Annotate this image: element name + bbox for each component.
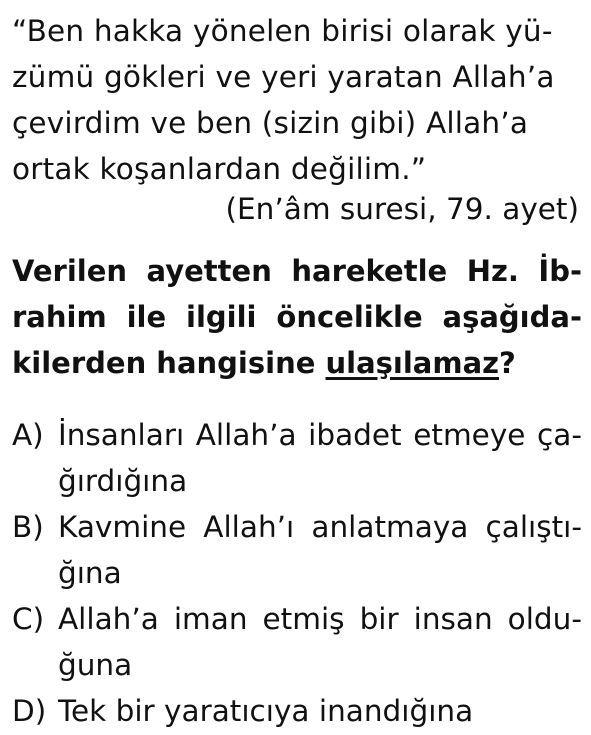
- option-b[interactable]: [12, 504, 582, 596]
- option-letter: A): [12, 418, 44, 452]
- quote-line: çevirdim ve ben (sizin gibi) Allah’a: [12, 106, 529, 140]
- question-mark: ?: [499, 346, 516, 380]
- quote-block: [12, 8, 582, 192]
- option-text: [58, 688, 582, 734]
- quote-line: zümü gökleri ve yeri yaratan Allah’a: [12, 60, 555, 94]
- quote-source: (En’âm suresi, 79. ayet): [225, 192, 579, 226]
- question-text: kilerden hangisine: [12, 346, 326, 380]
- option-line: ğına: [58, 556, 122, 590]
- question-line-last: [12, 340, 582, 386]
- option-letter: B): [12, 510, 44, 544]
- option-line: ğuna: [58, 648, 133, 682]
- option-letter: D): [12, 694, 47, 728]
- option-d[interactable]: [12, 688, 582, 734]
- quote-line: ortak koşanlardan değilim.”: [12, 152, 427, 186]
- question-line: Verilen ayetten hareketle Hz. İb-: [12, 254, 582, 288]
- option-line: Allah’a iman etmiş bir insan oldu-: [58, 602, 582, 636]
- option-text: [58, 504, 582, 596]
- option-letter: C): [12, 602, 45, 636]
- option-text: [58, 596, 582, 688]
- option-line: Kavmine Allah’ı anlatmaya çalıştı-: [58, 510, 582, 544]
- answer-options: [12, 412, 582, 734]
- option-text: [58, 412, 582, 504]
- quote-line: “Ben hakka yönelen birisi olarak yü-: [12, 14, 553, 48]
- question-keyword: ulaşılamaz: [325, 346, 500, 380]
- option-line: İnsanları Allah’a ibadet etmeye ça-: [58, 418, 582, 452]
- option-c[interactable]: [12, 596, 582, 688]
- option-a[interactable]: [12, 412, 582, 504]
- question-line: rahim ile ilgili öncelikle aşağıda-: [12, 300, 582, 334]
- question-stem: [12, 248, 582, 386]
- option-line: ğırdığına: [58, 464, 188, 498]
- option-line: Tek bir yaratıcıya inandığına: [58, 694, 474, 728]
